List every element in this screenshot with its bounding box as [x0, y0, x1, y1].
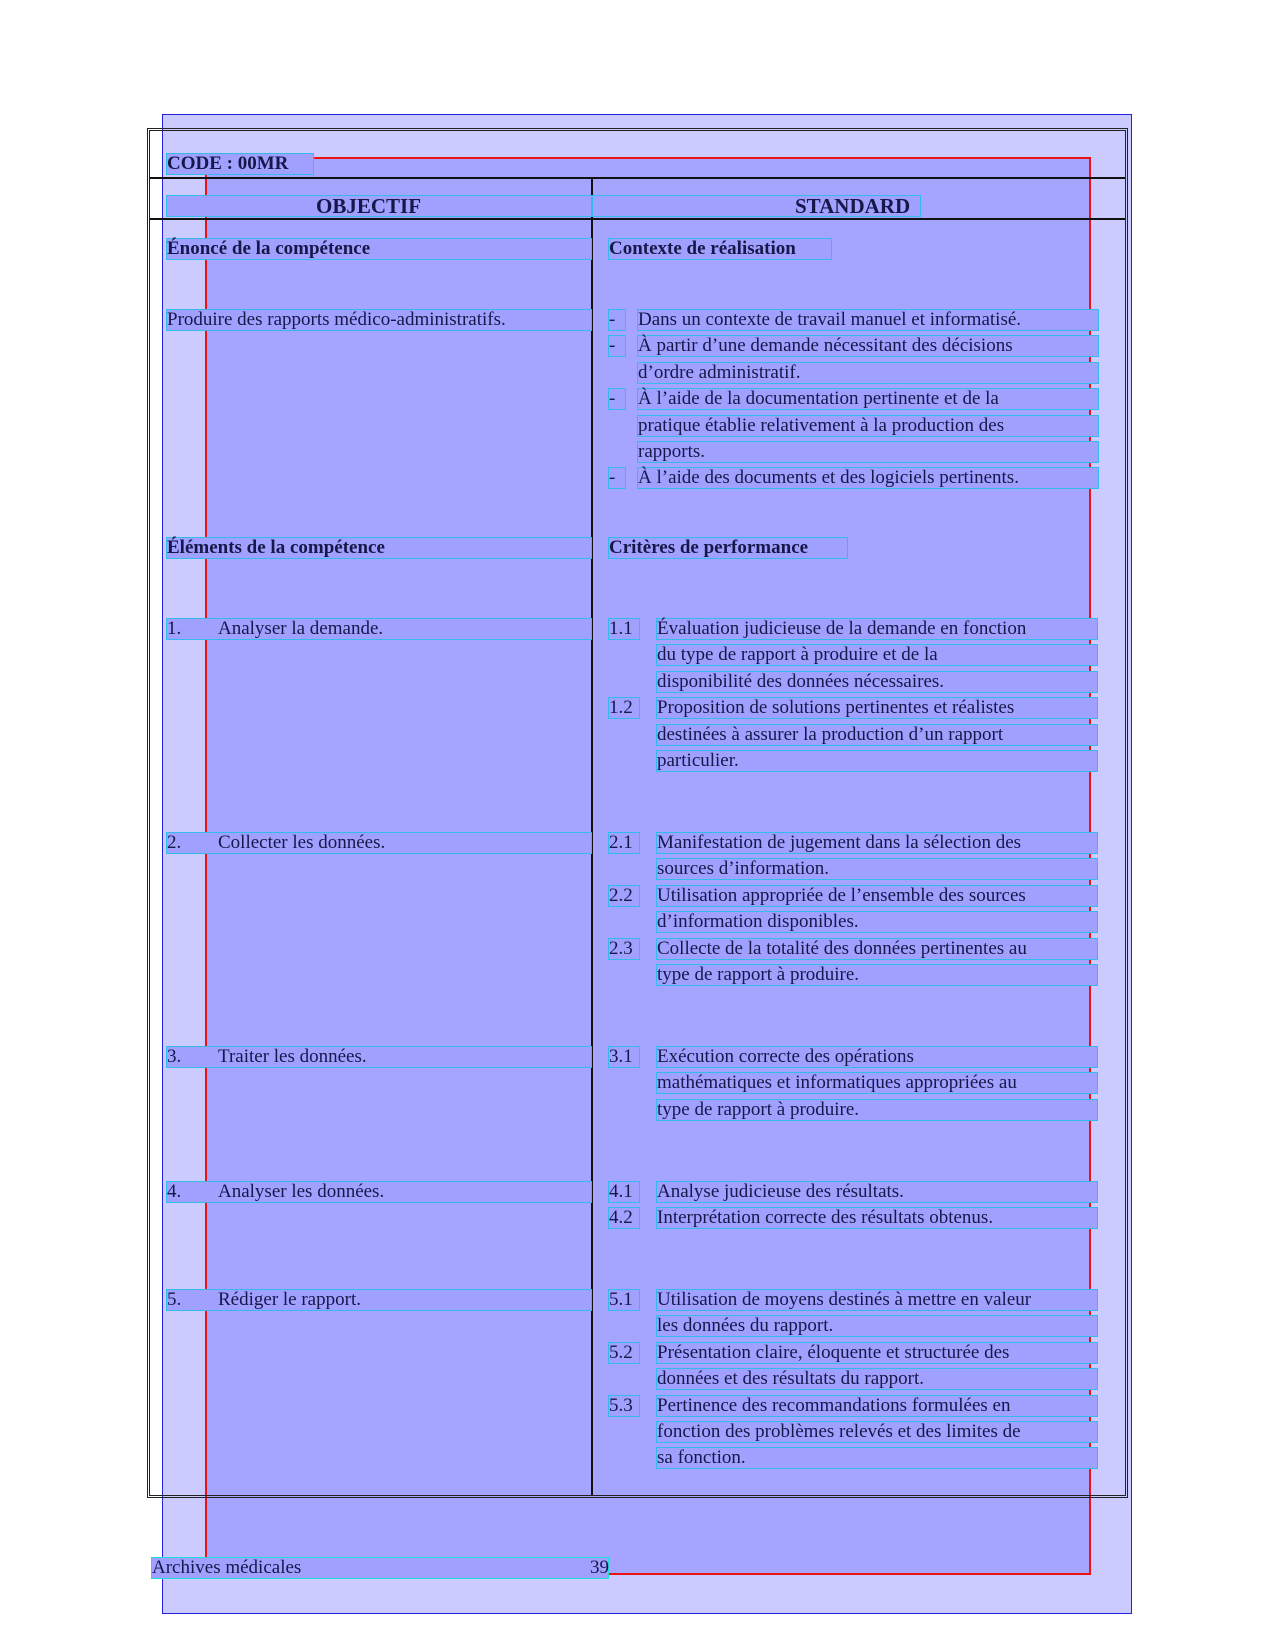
contexte-bullet: - — [609, 467, 616, 489]
contexte-bullet: - — [609, 309, 616, 330]
column-divider — [591, 178, 593, 1495]
element-number: 4. — [167, 1181, 182, 1202]
header-divider-bottom — [150, 218, 1125, 220]
contexte-line: d’ordre administratif. — [638, 361, 801, 383]
criterion-number: 5.3 — [609, 1394, 633, 1416]
contexte-line: pratique établie relativement à la production des — [638, 414, 1005, 436]
criterion-number: 2.3 — [609, 937, 633, 959]
criterion-line: Présentation claire, éloquente et structurée des — [657, 1341, 1010, 1363]
contexte-heading: Contexte de réalisation — [609, 238, 796, 259]
element-label: Traiter les données. — [218, 1046, 367, 1067]
criterion-line: particulier. — [657, 750, 739, 771]
criterion-line: Collecte de la totalité des données pertinentes au — [657, 937, 1027, 959]
criterion-number: 2.1 — [609, 832, 633, 853]
criterion-line: Manifestation de jugement dans la sélection des — [657, 832, 1022, 853]
criterion-line: type de rapport à produire. — [657, 1098, 860, 1120]
criterion-number: 5.2 — [609, 1341, 633, 1363]
criterion-number: 4.2 — [609, 1207, 633, 1229]
criterion-line: Pertinence des recommandations formulées en — [657, 1394, 1011, 1416]
contexte-line-highlight — [638, 442, 1098, 462]
criterion-line: Utilisation appropriée de l’ensemble des sources — [657, 884, 1026, 906]
criterion-line: Exécution correcte des opérations — [657, 1046, 914, 1067]
element-number: 2. — [167, 832, 182, 853]
document-code: CODE : 00MR — [167, 153, 289, 174]
criterion-line: sa fonction. — [657, 1447, 746, 1469]
contexte-line: À l’aide des documents et des logiciels pertinents. — [638, 467, 1019, 489]
criterion-line: Utilisation de moyens destinés à mettre en valeur — [657, 1289, 1032, 1310]
element-label: Rédiger le rapport. — [218, 1289, 361, 1310]
criterion-line: Évaluation judicieuse de la demande en fonction — [657, 618, 1027, 639]
criterion-line: destinées à assurer la production d’un rapport — [657, 723, 1004, 745]
element-number: 1. — [167, 618, 182, 639]
criterion-line: d’information disponibles. — [657, 911, 859, 933]
header-divider-top — [150, 177, 1125, 179]
element-label: Analyser la demande. — [218, 618, 384, 639]
column-header-standard: STANDARD — [795, 194, 911, 218]
criterion-line: Proposition de solutions pertinentes et réalistes — [657, 697, 1015, 719]
criterion-line: type de rapport à produire. — [657, 964, 860, 985]
criterion-line: fonction des problèmes relevés et des limites de — [657, 1421, 1021, 1442]
criterion-number: 5.1 — [609, 1289, 633, 1310]
contexte-line: rapports. — [638, 441, 706, 462]
elements-heading: Éléments de la compétence — [167, 537, 385, 558]
criterion-number: 2.2 — [609, 884, 633, 906]
enonce-heading: Énoncé de la compétence — [167, 238, 371, 259]
element-label: Analyser les données. — [218, 1181, 385, 1202]
criterion-number: 1.1 — [609, 618, 633, 639]
criterion-number: 3.1 — [609, 1046, 633, 1067]
contexte-line: À l’aide de la documentation pertinente et de la — [638, 388, 999, 410]
criterion-line: sources d’information. — [657, 858, 830, 880]
footer-title: Archives médicales — [152, 1557, 302, 1578]
element-label: Collecter les données. — [218, 832, 386, 853]
criterion-line: données et des résultats du rapport. — [657, 1368, 924, 1390]
element-number: 5. — [167, 1289, 182, 1310]
column-header-objectif: OBJECTIF — [316, 194, 422, 218]
criterion-number: 1.2 — [609, 697, 633, 719]
contexte-bullet: - — [609, 388, 616, 410]
criterion-number: 4.1 — [609, 1181, 633, 1202]
enonce-text: Produire des rapports médico-administratifs. — [167, 309, 506, 330]
criterion-line: Analyse judicieuse des résultats. — [657, 1181, 904, 1202]
criterion-line: disponibilité des données nécessaires. — [657, 670, 945, 692]
criteres-heading: Critères de performance — [609, 537, 809, 558]
element-number: 3. — [167, 1046, 182, 1067]
contexte-line: À partir d’une demande nécessitant des décisions — [638, 335, 1013, 357]
contexte-bullet: - — [609, 335, 616, 357]
criterion-line: Interprétation correcte des résultats obtenus. — [657, 1207, 994, 1229]
criterion-line: mathématiques et informatiques appropriées au — [657, 1072, 1017, 1094]
criterion-line: les données du rapport. — [657, 1315, 834, 1337]
contexte-line: Dans un contexte de travail manuel et informatisé. — [638, 309, 1022, 330]
criterion-line: du type de rapport à produire et de la — [657, 644, 938, 666]
page-number: 39 — [590, 1557, 609, 1578]
